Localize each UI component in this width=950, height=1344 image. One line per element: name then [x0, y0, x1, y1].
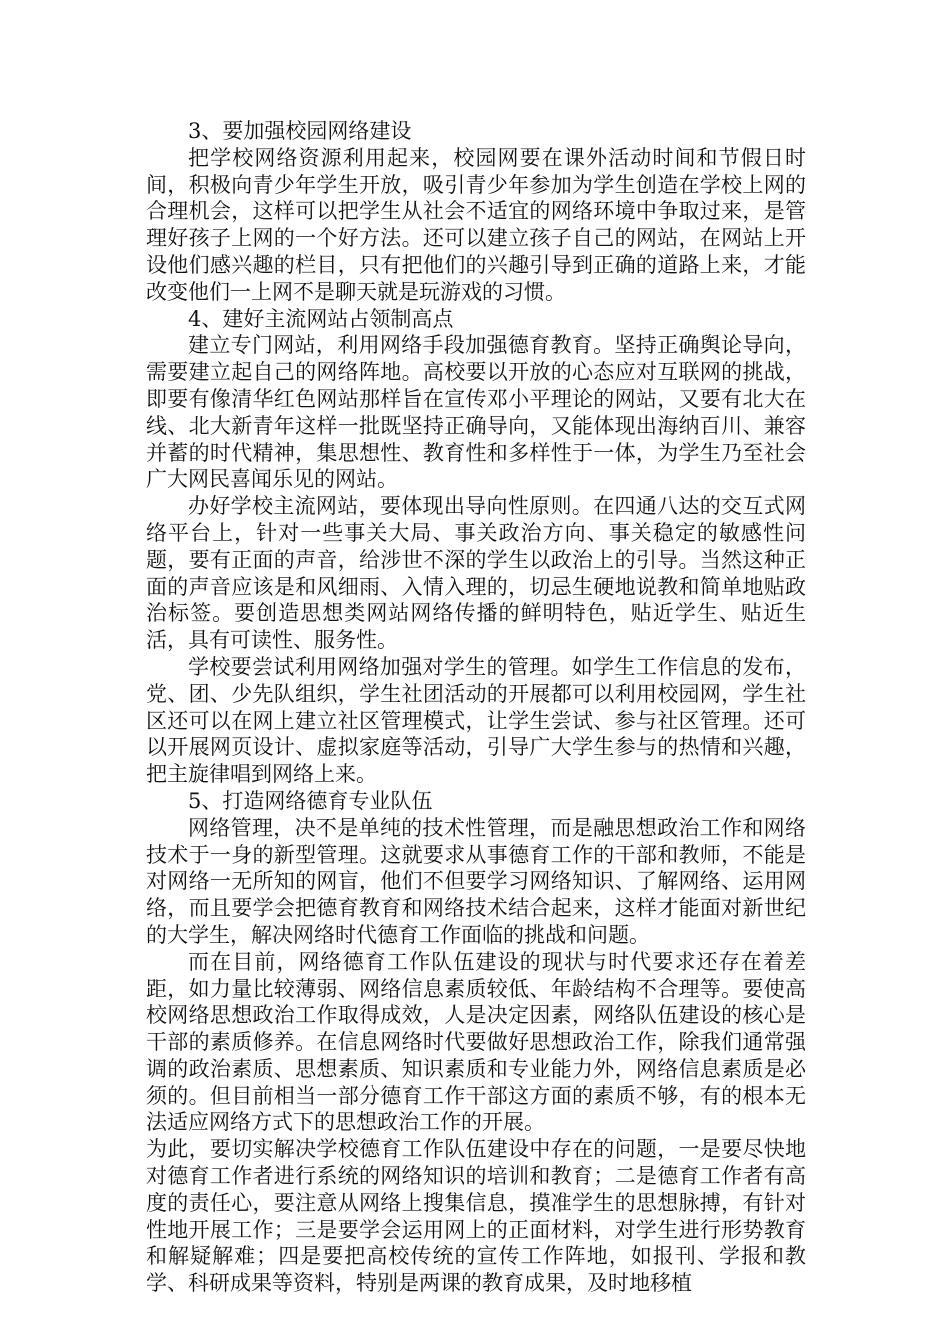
paragraph: 网络管理，决不是单纯的技术性管理，而是融思想政治工作和网络技术于一身的新型管理。这就要求从事德育工作的干部和教师，不能是对网络一无所知的网盲，他们不但要学习网络知识、了解网络、运用网络，而且要学会把德育教育和网络技术结合起来，这样才能面对新世纪的大学生，解决网络时代德育工作面临的挑战和问题。 — [146, 815, 806, 947]
paragraph: 学校要尝试利用网络加强对学生的管理。如学生工作信息的发布，党、团、少先队组织，学生社团活动的开展都可以利用校园网，学生社区还可以在网上建立社区管理模式，让学生尝试、参与社区管理。还可以开展网页设计、虚拟家庭等活动，引导广大学生参与的热情和兴趣，把主旋律唱到网络上来。 — [146, 654, 806, 787]
section-heading-5: 5、打造网络德育专业队伍 — [188, 788, 433, 813]
document-page — [146, 118, 806, 1297]
paragraph: 而在目前，网络德育工作队伍建设的现状与时代要求还存在着差距，如力量比较薄弱、网络信息素质较低、年龄结构不合理等。要使高校网络思想政治工作取得成效，人是决定因素，网络队伍建设的核心是干部的素质修养。在信息网络时代要做好思想政治工作，除我们通常强调的政治素质、思想素质、知识素质和专业能力外，网络信息素质是必须的。但目前相当一部分德育工作干部这方面的素质不够，有的根本无法适应网络方式下的思想政治工作的开展。 — [146, 949, 806, 1135]
paragraph: 办好学校主流网站，要体现出导向性原则。在四通八达的交互式网络平台上，针对一些事关大局、事关政治方向、事关稳定的敏感性问题，要有正面的声音，给涉世不深的学生以政治上的引导。当然这种正面的声音应该是和风细雨、入情入理的，切忌生硬地说教和简单地贴政治标签。要创造思想类网站网络传播的鲜明特色，贴近学生、贴近生活，具有可读性、服务性。 — [146, 494, 806, 653]
paragraph: 建立专门网站，利用网络手段加强德育教育。坚持正确舆论导向，需要建立起自己的网络阵地。高校要以开放的心态应对互联网的挑战，即要有像清华红色网站那样旨在宣传邓小平理论的网站，又要有北大在线、北大新青年这样一批既坚持正确导向，又能体现出海纳百川、兼容并蓄的时代精神，集思想性、教育性和多样性于一体，为学生乃至社会广大网民喜闻乐见的网站。 — [146, 333, 806, 492]
paragraph: 为此，要切实解决学校德育工作队伍建设中存在的问题，一是要尽快地对德育工作者进行系统的网络知识的培训和教育；二是德育工作者有高度的责任心，要注意从网络上搜集信息，摸准学生的思想脉搏，有针对性地开展工作；三是要学会运用网上的正面材料，对学生进行形势教育和解疑解难；四是要把高校传统的宣传工作阵地，如报刊、学报和教学、科研成果等资料，特别是两课的教育成果，及时地移植 — [146, 1137, 806, 1296]
section-heading-3: 3、要加强校园网络建设 — [188, 119, 412, 143]
section-heading-4: 4、建好主流网站占领制高点 — [188, 306, 454, 331]
paragraph: 把学校网络资源利用起来，校园网要在课外活动时间和节假日时间，积极向青少年学生开放，吸引青少年参加为学生创造在学校上网的合理机会，这样可以把学生从社会不适宜的网络环境中争取过来，是管理好孩子上网的一个好方法。还可以建立孩子自己的网站，在网站上开设他们感兴趣的栏目，只有把他们的兴趣引导到正确的道路上来，才能改变他们一上网不是聊天就是玩游戏的习惯。 — [146, 145, 806, 304]
